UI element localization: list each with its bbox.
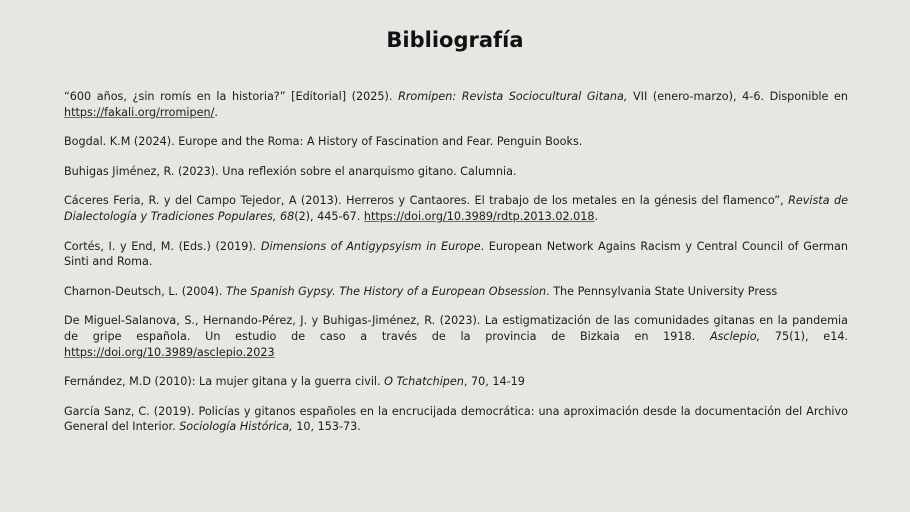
reference-text: De Miguel-Salanova, S., Hernando-Pérez, J. y Buhigas-Jiménez, R. (2023). La estigmatización de las comunidades gitanas en la pandemia de gripe española. Un estudio de caso a través de la provincia de Bizkaia en 1918. [64, 314, 848, 343]
reference-text: Cortés, I. y End, M. (Eds.) (2019). [64, 239, 261, 253]
reference-text: , 70, 14-19 [463, 375, 525, 389]
reference-text: . [594, 209, 599, 223]
reference-text: . [214, 105, 218, 119]
reference-source-title: Asclepio, [709, 329, 761, 343]
reference-text: (2), 445-67. [294, 209, 364, 223]
reference-source-title: Revista de Dialectología y Tradiciones Populares, 68 [64, 194, 848, 223]
reference-item [64, 164, 848, 180]
reference-source-title: Rromipen: Revista Sociocultural Gitana, [398, 90, 628, 103]
reference-link[interactable]: https://doi.org/10.3989/rdtp.2013.02.018 [363, 209, 595, 223]
reference-text: Bogdal. K.M (2024). Europe and the Roma: A History of Fascination and Fear. Penguin Books. [64, 135, 583, 149]
reference-text: . The Pennsylvania State University Press [546, 284, 778, 298]
reference-item [64, 239, 848, 270]
reference-source-title: The Spanish Gypsy. The History of a European Obsession [226, 284, 547, 298]
slide-title: Bibliografía [386, 28, 524, 52]
reference-item [64, 134, 848, 150]
reference-text: Fernández, M.D (2010): La mujer gitana y la guerra civil. [64, 375, 385, 389]
reference-list [64, 89, 848, 449]
reference-item [64, 193, 848, 224]
reference-text: Charnon-Deutsch, L. (2004). [64, 284, 227, 298]
reference-item [64, 404, 848, 435]
reference-source-title: Dimensions of Antigypsyism in Europe [260, 239, 481, 253]
reference-link[interactable]: https://fakali.org/rromipen/ [64, 105, 215, 119]
reference-source-title: Sociología Histórica, [179, 420, 293, 434]
reference-item [64, 284, 848, 300]
reference-text: “600 años, ¿sin romís en la historia?” [Editorial] (2025). [64, 90, 399, 103]
reference-text: 75(1), e14. [760, 329, 848, 343]
reference-text: Cáceres Feria, R. y del Campo Tejedor, A (2013). Herreros y Cantaores. El trabajo de los metales en la génesis del flamenco”, [64, 194, 789, 208]
reference-text: VII (enero-marzo), 4-6. Disponible en [627, 90, 848, 103]
reference-source-title: O Tchatchipen [384, 375, 464, 389]
reference-item [64, 313, 848, 360]
reference-text: García Sanz, C. (2019). Policías y gitanos españoles en la encrucijada democrática: una aproximación desde la documentación del Archivo General del Interior. [64, 404, 848, 434]
reference-text: Buhigas Jiménez, R. (2023). Una reflexión sobre el anarquismo gitano. Calumnia. [64, 164, 517, 178]
reference-text: 10, 153-73. [292, 420, 361, 434]
reference-item [64, 89, 848, 120]
reference-item [64, 374, 848, 390]
reference-text: . European Network Agains Racism y Central Council of German Sinti and Roma. [64, 239, 848, 269]
reference-link[interactable]: https://doi.org/10.3989/asclepio.2023 [64, 345, 275, 359]
